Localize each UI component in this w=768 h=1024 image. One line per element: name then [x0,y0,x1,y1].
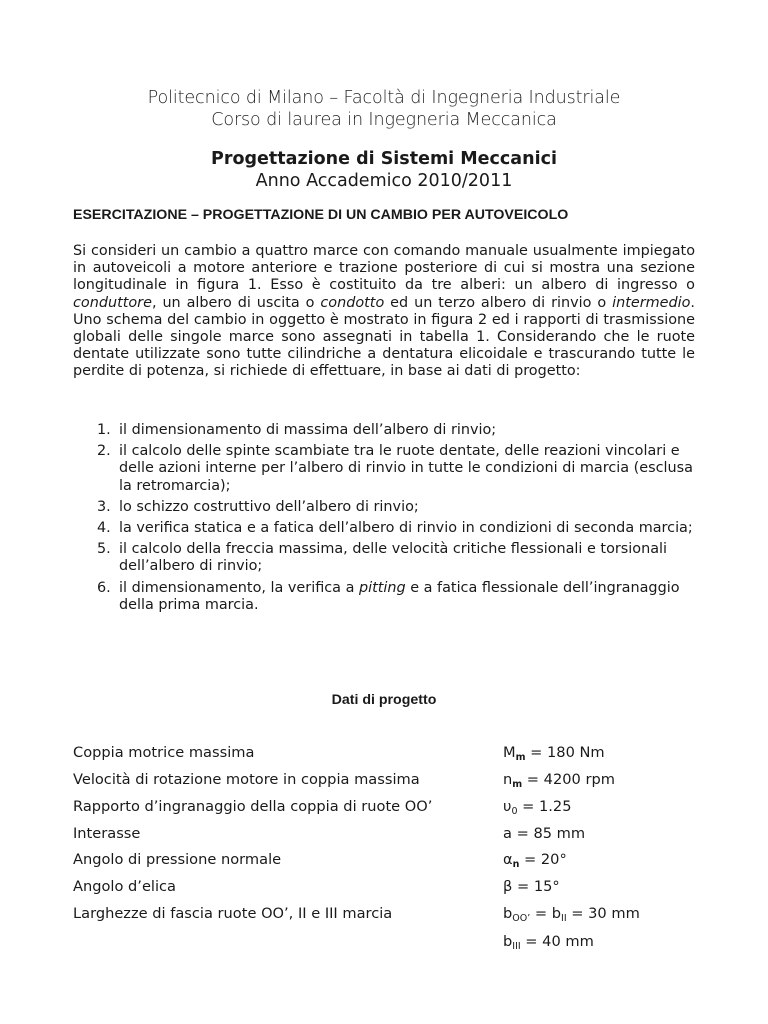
intro-condotto: condotto [320,294,385,311]
data-value: a = 85 mm [503,825,586,842]
university-header: Politecnico di Milano – Facoltà di Ingegneria Industriale [147,88,621,108]
intro-text-2: , un albero di uscita o [151,294,321,311]
list-item: 3. lo schizzo costruttivo dell’albero di rinvio; [97,498,419,515]
list-item: 5. il calcolo della freccia massima, delle velocità critiche flessionali e torsionali dell’albero di rinvio; [97,541,668,575]
data-row-face-width-iii [73,931,695,953]
degree-course-header: Corso di laurea in Ingegneria Meccanica [211,110,557,130]
data-value: $\alpha_n = 20^\circ$ [503,851,567,870]
data-row-face-width: Larghezze di fascia ruote OO’, II e III marcia $b_{OO’} = b_{II} = 30$ mm [73,903,695,925]
list-item: 6. il dimensionamento, la verifica a pitting e a fatica flessionale dell’ingranaggio della prima marcia. [97,579,680,613]
exercise-title: ESERCITAZIONE – PROGETTAZIONE DI UN CAMBIO PER AUTOVEICOLO [73,207,569,223]
data-value: $b_{OO’} = b_{II} = 30$ mm [503,905,640,924]
intro-conduttore: conduttore [73,294,152,311]
data-value: $b_{III} = 40$ mm [503,933,594,952]
data-row-max-torque: Coppia motrice massima $M_m = 180$ Nm [73,742,695,764]
data-row-gear-ratio: Rapporto d’ingranaggio della coppia di ruote OO’ $\upsilon_0 = 1.25$ [73,796,695,818]
data-value: $n_m = 4200$ rpm [503,771,615,790]
academic-year: Anno Accademico 2010/2011 [255,171,513,191]
course-title: Progettazione di Sistemi Meccanici [211,149,557,169]
data-value: $M_m = 180$ Nm [503,744,605,763]
intro-text-4: . Uno schema del cambio in oggetto è mostrato in figura 2 ed i rapporti di trasmissione globali delle singole marce sono assegnati in tabella 1. Considerando che le ruote dentate utilizzate sono tutte cilindriche a dentatura elicoidale e trascurando tutte le perdite di potenza, si richiede di effettuare, in base ai dati di progetto: [73,294,695,380]
intro-text-3: ed un terzo albero di rinvio o [384,294,613,311]
list-item: 1. il dimensionamento di massima dell’albero di rinvio; [97,422,497,438]
intro-paragraph [73,243,695,381]
intro-intermedio: intermedio [612,294,691,311]
list-item: 4. la verifica statica e a fatica dell’albero di rinvio in condizioni di seconda marcia; [97,520,693,537]
data-value: β = 15° [503,878,560,895]
data-row-pressure-angle: Angolo di pressione normale $\alpha_n = 20^\circ$ [73,849,695,871]
data-row-engine-speed: Velocità di rotazione motore in coppia massima $n_m = 4200$ rpm [73,769,695,791]
data-value: $\upsilon_0 = 1.25$ [503,798,572,817]
data-row-center-distance: Interasse a = 85 mm [73,823,695,845]
data-row-helix-angle: Angolo d’elica β = 15° [73,876,695,898]
task-list [73,422,695,618]
data-section-title: Dati di progetto [331,692,437,708]
list-item: 2. il calcolo delle spinte scambiate tra le ruote dentate, delle reazioni vincolari e delle azioni interne per l’albero di rinvio in tutte le condizioni di marcia (esclusa la retromarcia); [97,443,693,494]
intro-text-1: Si consideri un cambio a quattro marce con comando manuale usualmente impiegato in autoveicoli a motore anteriore e trazione posteriore di cui si mostra una sezione longitudinale in figura 1. Esso è costituito da tre alberi: un albero di ingresso o [73,243,695,294]
